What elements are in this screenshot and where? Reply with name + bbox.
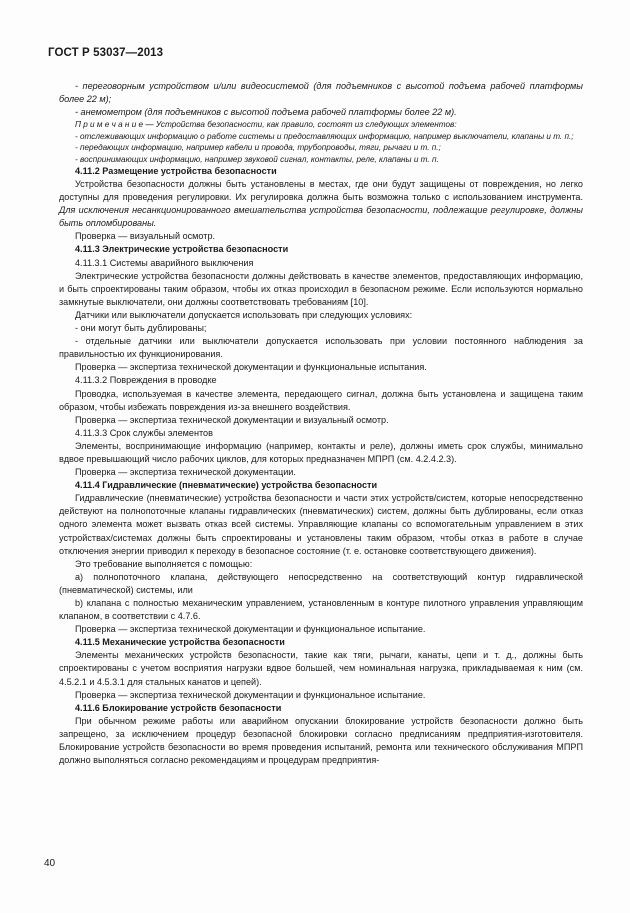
paragraph-text: Проверка — экспертиза технической документации и функциональные испытания. [75, 362, 427, 373]
section-heading [59, 636, 583, 649]
paragraph-text: a) полнопоточного клапана, действующего непосредственно на соответствующий контур гидравлической (пневматической) системы, или [59, 571, 583, 595]
paragraph-text: - отслеживающих информацию о работе системы и предоставляющих информацию, например выключатели, клапаны и т. п.; [75, 131, 574, 141]
body-paragraph [59, 689, 583, 702]
body-paragraph [59, 623, 583, 636]
body-paragraph [59, 230, 583, 243]
paragraph-text: Проводка, используемая в качестве элемента, передающего сигнал, должна быть установлена и защищена таким образом, чтобы избежать повреждения из-за внешнего воздействия. [59, 388, 583, 412]
section-heading [59, 479, 583, 492]
body-paragraph [59, 597, 583, 623]
paragraph-text: 4.11.2 Размещение устройства безопасности [75, 165, 277, 176]
paragraph-text: - передающих информацию, например кабели и провода, трубопроводы, тяги, рычаги и т. п.; [75, 143, 441, 153]
body-paragraph [59, 178, 583, 230]
body-paragraph [59, 414, 583, 427]
paragraph-text: - воспринимающих информацию, например звуковой сигнал, контакты, реле, клапаны и т. п. [75, 154, 439, 164]
paragraph-text: 4.11.5 Механические устройства безопасности [75, 637, 285, 648]
paragraph-text: 4.11.3.1 Системы аварийного выключения [75, 257, 254, 268]
body-paragraph [59, 427, 583, 440]
paragraph-text: Элементы механических устройств безопасности, такие как тяги, рычаги, канаты, цепи и т. д., должны быть спроектированы с учетом восприятия нагрузки вдвое большей, чем номинальная нагрузка, прикладываемая к ним (см. 4.5.2.1 и 4.5.3.1 для стальных канатов и цепей). [59, 650, 583, 687]
body-paragraph [59, 571, 583, 597]
note-paragraph [59, 119, 583, 130]
paragraph-text: Проверка — экспертиза технической документации. [75, 467, 296, 478]
paragraph-text: 4.11.4 Гидравлические (пневматические) устройства безопасности [75, 480, 378, 491]
note-paragraph [59, 142, 583, 153]
body-paragraph [59, 80, 583, 106]
note-paragraph [59, 154, 583, 165]
body-paragraph [59, 649, 583, 688]
paragraph-text: - отдельные датчики или выключатели допускается использовать при условии постоянного наблюдения за правильностью их функционирования. [59, 336, 583, 360]
note-paragraph [59, 131, 583, 142]
body-paragraph [59, 322, 583, 335]
paragraph-text: Гидравлические (пневматические) устройства безопасности и части этих устройств/систем, которые непосредственно действуют на полнопоточные клапаны гидравлических (пневматических) систем, должны быть дублированы, если отказ одного элемента может вызвать отказ всей системы. Управляющие клапаны со вспомогательным управлением в этих устройствах/системах должны быть спроектированы и установлены таким образом, чтобы отказ в работе в случае отключения энергии приводил к переходу в безопасное состояние (т. е. остановке соответствующего движения). [59, 493, 583, 556]
paragraph-text: Проверка — экспертиза технической документации и визуальный осмотр. [75, 414, 389, 425]
section-heading [59, 243, 583, 256]
body-paragraph [59, 388, 583, 414]
paragraph-italic-text: Для исключения несанкционированного вмешательства устройства безопасности, подлежащие регулировке, должны быть опломбированы. [59, 205, 583, 229]
body-paragraph [59, 492, 583, 557]
paragraph-text: 4.11.3.2 Повреждения в проводке [75, 375, 217, 386]
document-body [59, 80, 583, 767]
paragraph-text: Проверка — экспертиза технической документации и функциональное испытание. [75, 689, 426, 700]
body-paragraph [59, 257, 583, 270]
body-paragraph [59, 374, 583, 387]
paragraph-text: 4.11.6 Блокирование устройств безопасности [75, 702, 282, 713]
page-number: 40 [44, 858, 56, 869]
body-paragraph [59, 309, 583, 322]
paragraph-text: Устройства безопасности должны быть установлены в местах, где они будут защищены от повреждения, но легко доступны для проведения регулировки. Их регулировка должна быть возможна только с использованием инструмента. [59, 179, 583, 203]
body-paragraph [59, 715, 583, 767]
paragraph-text: - переговорным устройством и/или видеосистемой (для подъемников с высотой подъема рабочей платформы более 22 м); [59, 81, 583, 105]
section-heading [59, 165, 583, 178]
paragraph-text: 4.11.3.3 Срок службы элементов [75, 427, 213, 438]
paragraph-text: Проверка — визуальный осмотр. [75, 231, 216, 242]
paragraph-text: П р и м е ч а н и е — Устройства безопасности, как правило, состоят из следующих элементов: [75, 120, 457, 130]
paragraph-text: 4.11.3 Электрические устройства безопасности [75, 244, 289, 255]
paragraph-text: - они могут быть дублированы; [75, 323, 207, 334]
paragraph-text: При обычном режиме работы или аварийном опускании блокирование устройств безопасности должно быть запрещено, за исключением процедур безопасной блокировки согласно предписаниям предприятия-изготовителя. Блокирование устройств безопасности во время проведения испытаний, ремонта или технического обслуживания МПРП должно выполняться согласно рекомендациям и процедурам предприятия- [59, 715, 583, 766]
paragraph-text: Это требование выполняется с помощью: [75, 558, 253, 569]
section-heading [59, 702, 583, 715]
paragraph-text: Элементы, воспринимающие информацию (например, контакты и реле), должны иметь срок службы, минимально вдвое превышающий число рабочих циклов, для которых предназначен МПРП (см. 4.2.4.2.3). [59, 440, 583, 464]
body-paragraph [59, 106, 583, 119]
paragraph-text: - анемометром (для подъемников с высотой подъема рабочей платформы более 22 м). [75, 107, 457, 118]
paragraph-text: Проверка — экспертиза технической документации и функциональное испытание. [75, 624, 426, 635]
paragraph-text: Датчики или выключатели допускается использовать при следующих условиях: [75, 309, 413, 320]
body-paragraph [59, 270, 583, 309]
paragraph-text: Электрические устройства безопасности должны действовать в качестве элементов, предоставляющих информацию, и быть спроектированы таким образом, чтобы их отказ происходил в безопасном режиме. Если используются нормально замкнутые выключатели, они должны соответствовать требованиям [10]. [59, 270, 583, 307]
body-paragraph [59, 440, 583, 466]
body-paragraph [59, 361, 583, 374]
body-paragraph [59, 558, 583, 571]
body-paragraph [59, 466, 583, 479]
document-header: ГОСТ Р 53037—2013 [48, 47, 164, 59]
paragraph-text: b) клапана с полностью механическим управлением, установленным в контуре пилотного управления управляющим клапаном, в соответствии с 4.7.6. [59, 598, 583, 622]
body-paragraph [59, 335, 583, 361]
